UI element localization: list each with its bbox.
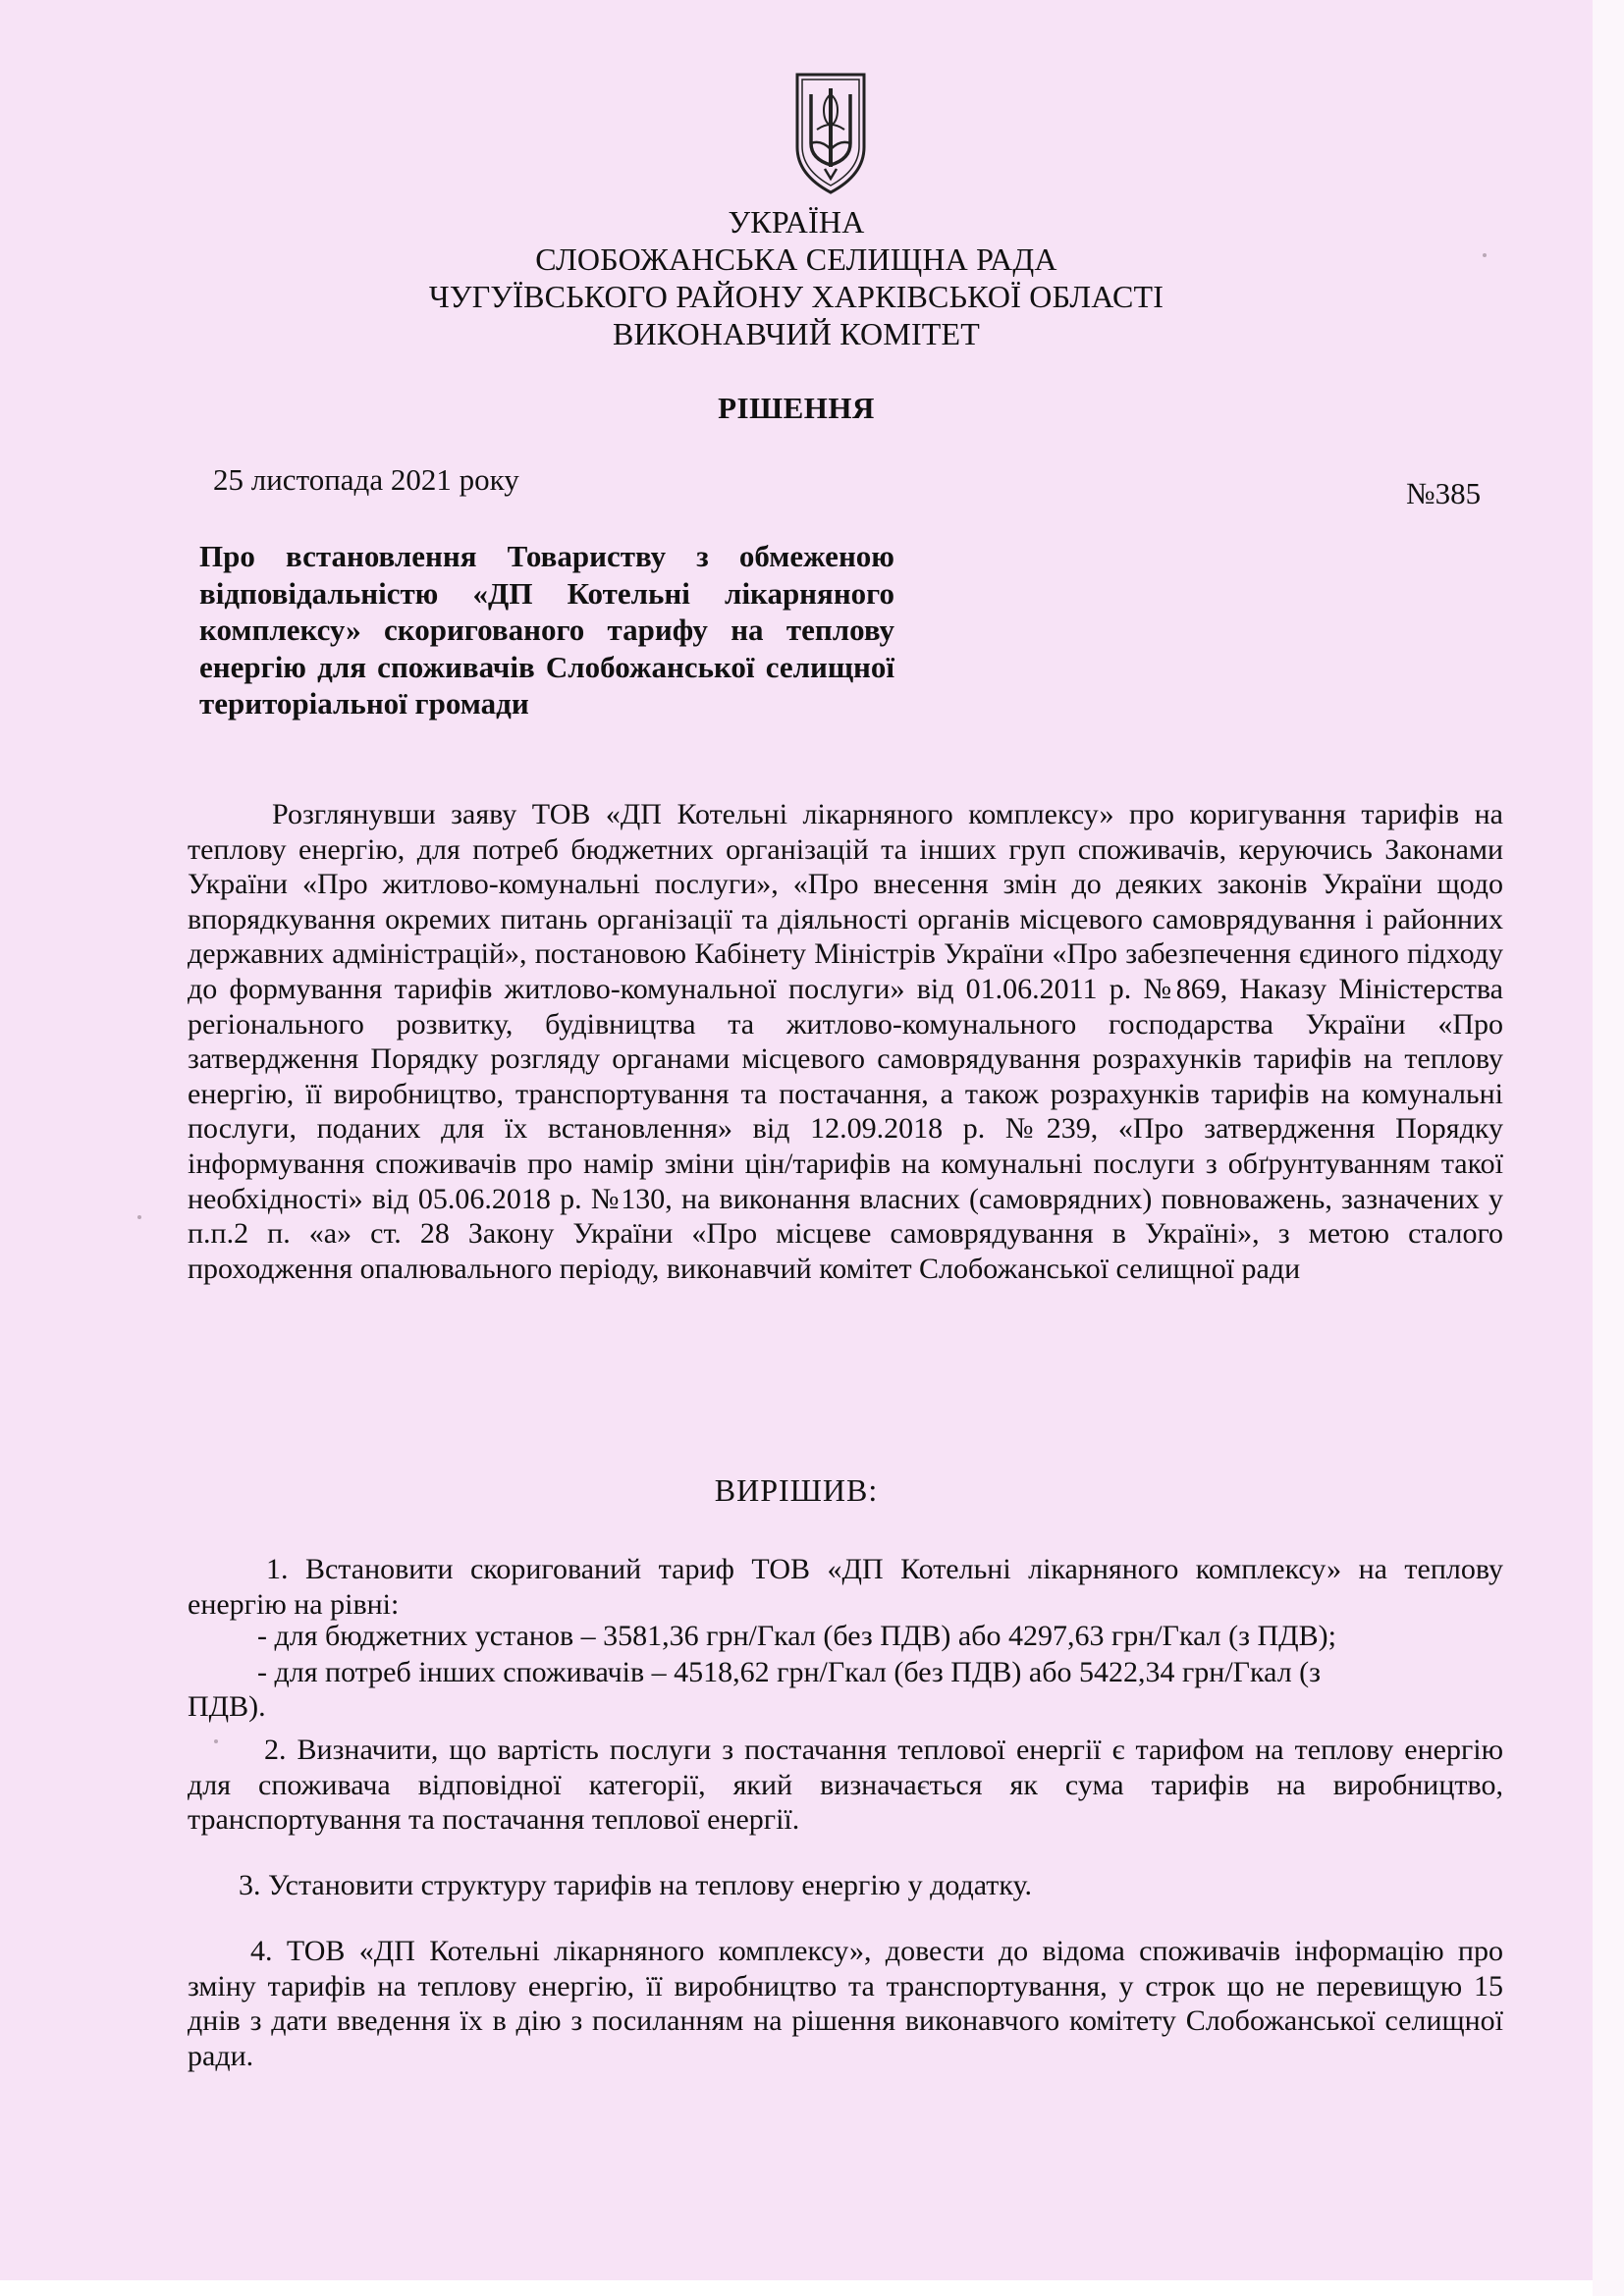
item-4: 4. ТОВ «ДП Котельні лікарняного комплексу», довести до відома споживачів інформацію про зміну тарифів на теплову енергію, її виробництво та транспортування, у строк що не перевищую 15 днів з дати введення їх в дію з посиланням на рішення виконавчого комітету Слобожанської селищної ради. — [188, 1935, 1503, 2072]
decision-subject: Про встановлення Товариству з обмеженою відповідальністю «ДП Котельні лікарняного комплексу» скоригованого тарифу на теплову енергію для споживачів Слобожанської селищної територіальної громади — [199, 539, 894, 721]
scan-edge — [1593, 0, 1624, 2296]
item-2: 2. Визначити, що вартість послуги з постачання теплової енергії є тарифом на теплову енергію для споживача відповідної категорії, який визначається як сума тарифів на виробництво, транспортування та постачання теплової енергії. — [188, 1734, 1503, 1837]
item-3: 3. Установити структуру тарифів на теплову енергію у додатку. — [239, 1869, 1033, 1901]
tariff-other-line-end: ПДВ). — [188, 1690, 266, 1723]
tariff-budget-line: - для бюджетних установ – 3581,36 грн/Гкал (без ПДВ) або 4297,63 грн/Гкал (з ПДВ); — [257, 1620, 1336, 1652]
header-council: СЛОБОЖАНСЬКА СЕЛИЩНА РАДА — [535, 241, 1057, 277]
header-country: УКРАЇНА — [728, 204, 865, 240]
header-committee: ВИКОНАВЧИЙ КОМІТЕТ — [612, 316, 981, 351]
trident-coat-of-arms-icon — [791, 71, 870, 196]
tariff-other-line: - для потреб інших споживачів – 4518,62 грн/Гкал (без ПДВ) або 5422,34 грн/Гкал (з — [257, 1656, 1322, 1688]
decision-number: №385 — [1406, 476, 1482, 510]
scan-speck — [137, 1215, 141, 1219]
header-district: ЧУГУЇВСЬКОГО РАЙОНУ ХАРКІВСЬКОЇ ОБЛАСТІ — [428, 279, 1164, 314]
decision-date: 25 листопада 2021 року — [213, 462, 519, 497]
item-1: 1. Встановити скоригований тариф ТОВ «ДП Котельні лікарняного комплексу» на теплову енергію на рівні: — [188, 1553, 1503, 1621]
preamble-paragraph: Розглянувши заяву ТОВ «ДП Котельні лікарняного комплексу» про коригування тарифів на теплову енергію, для потреб бюджетних організацій та інших груп споживачів, керуючись Законами України «Про житлово-комунальні послуги», «Про внесення змін до деяких законів України щодо впорядкування окремих питань організації та діяльності органів місцевого самоврядування і районних державних адміністрацій», постановою Кабінету Міністрів України «Про забезпечення єдиного підходу до формування тарифів житлово-комунальної послуги» від 01.06.2011 р. №869, Наказу Міністерства регіонального розвитку, будівництва та житлово-комунального господарства України «Про затвердження Порядку розгляду органами місцевого самоврядування розрахунків тарифів на теплову енергію, її виробництво, транспортування та постачання, а також розрахунків тарифів на комунальні послуги, поданих для їх встановлення» від 12.09.2018 р. №239, «Про затвердження Порядку інформування споживачів про намір зміни цін/тарифів на комунальні послуги з обґрунтуванням такої необхідності» від 05.06.2018 р. №130, на виконання власних (самоврядних) повноважень, зазначених у п.п.2 п. «а» ст. 28 Закону України «Про місцеве самоврядування в Україні», з метою сталого проходження опалювального періоду, виконавчий комітет Слобожанської селищної ради — [188, 798, 1503, 1285]
scan-speck — [214, 1739, 218, 1743]
document-type-title: РІШЕННЯ — [718, 391, 875, 425]
decided-heading: ВИРІШИВ: — [714, 1472, 879, 1508]
scan-speck — [1483, 253, 1487, 257]
